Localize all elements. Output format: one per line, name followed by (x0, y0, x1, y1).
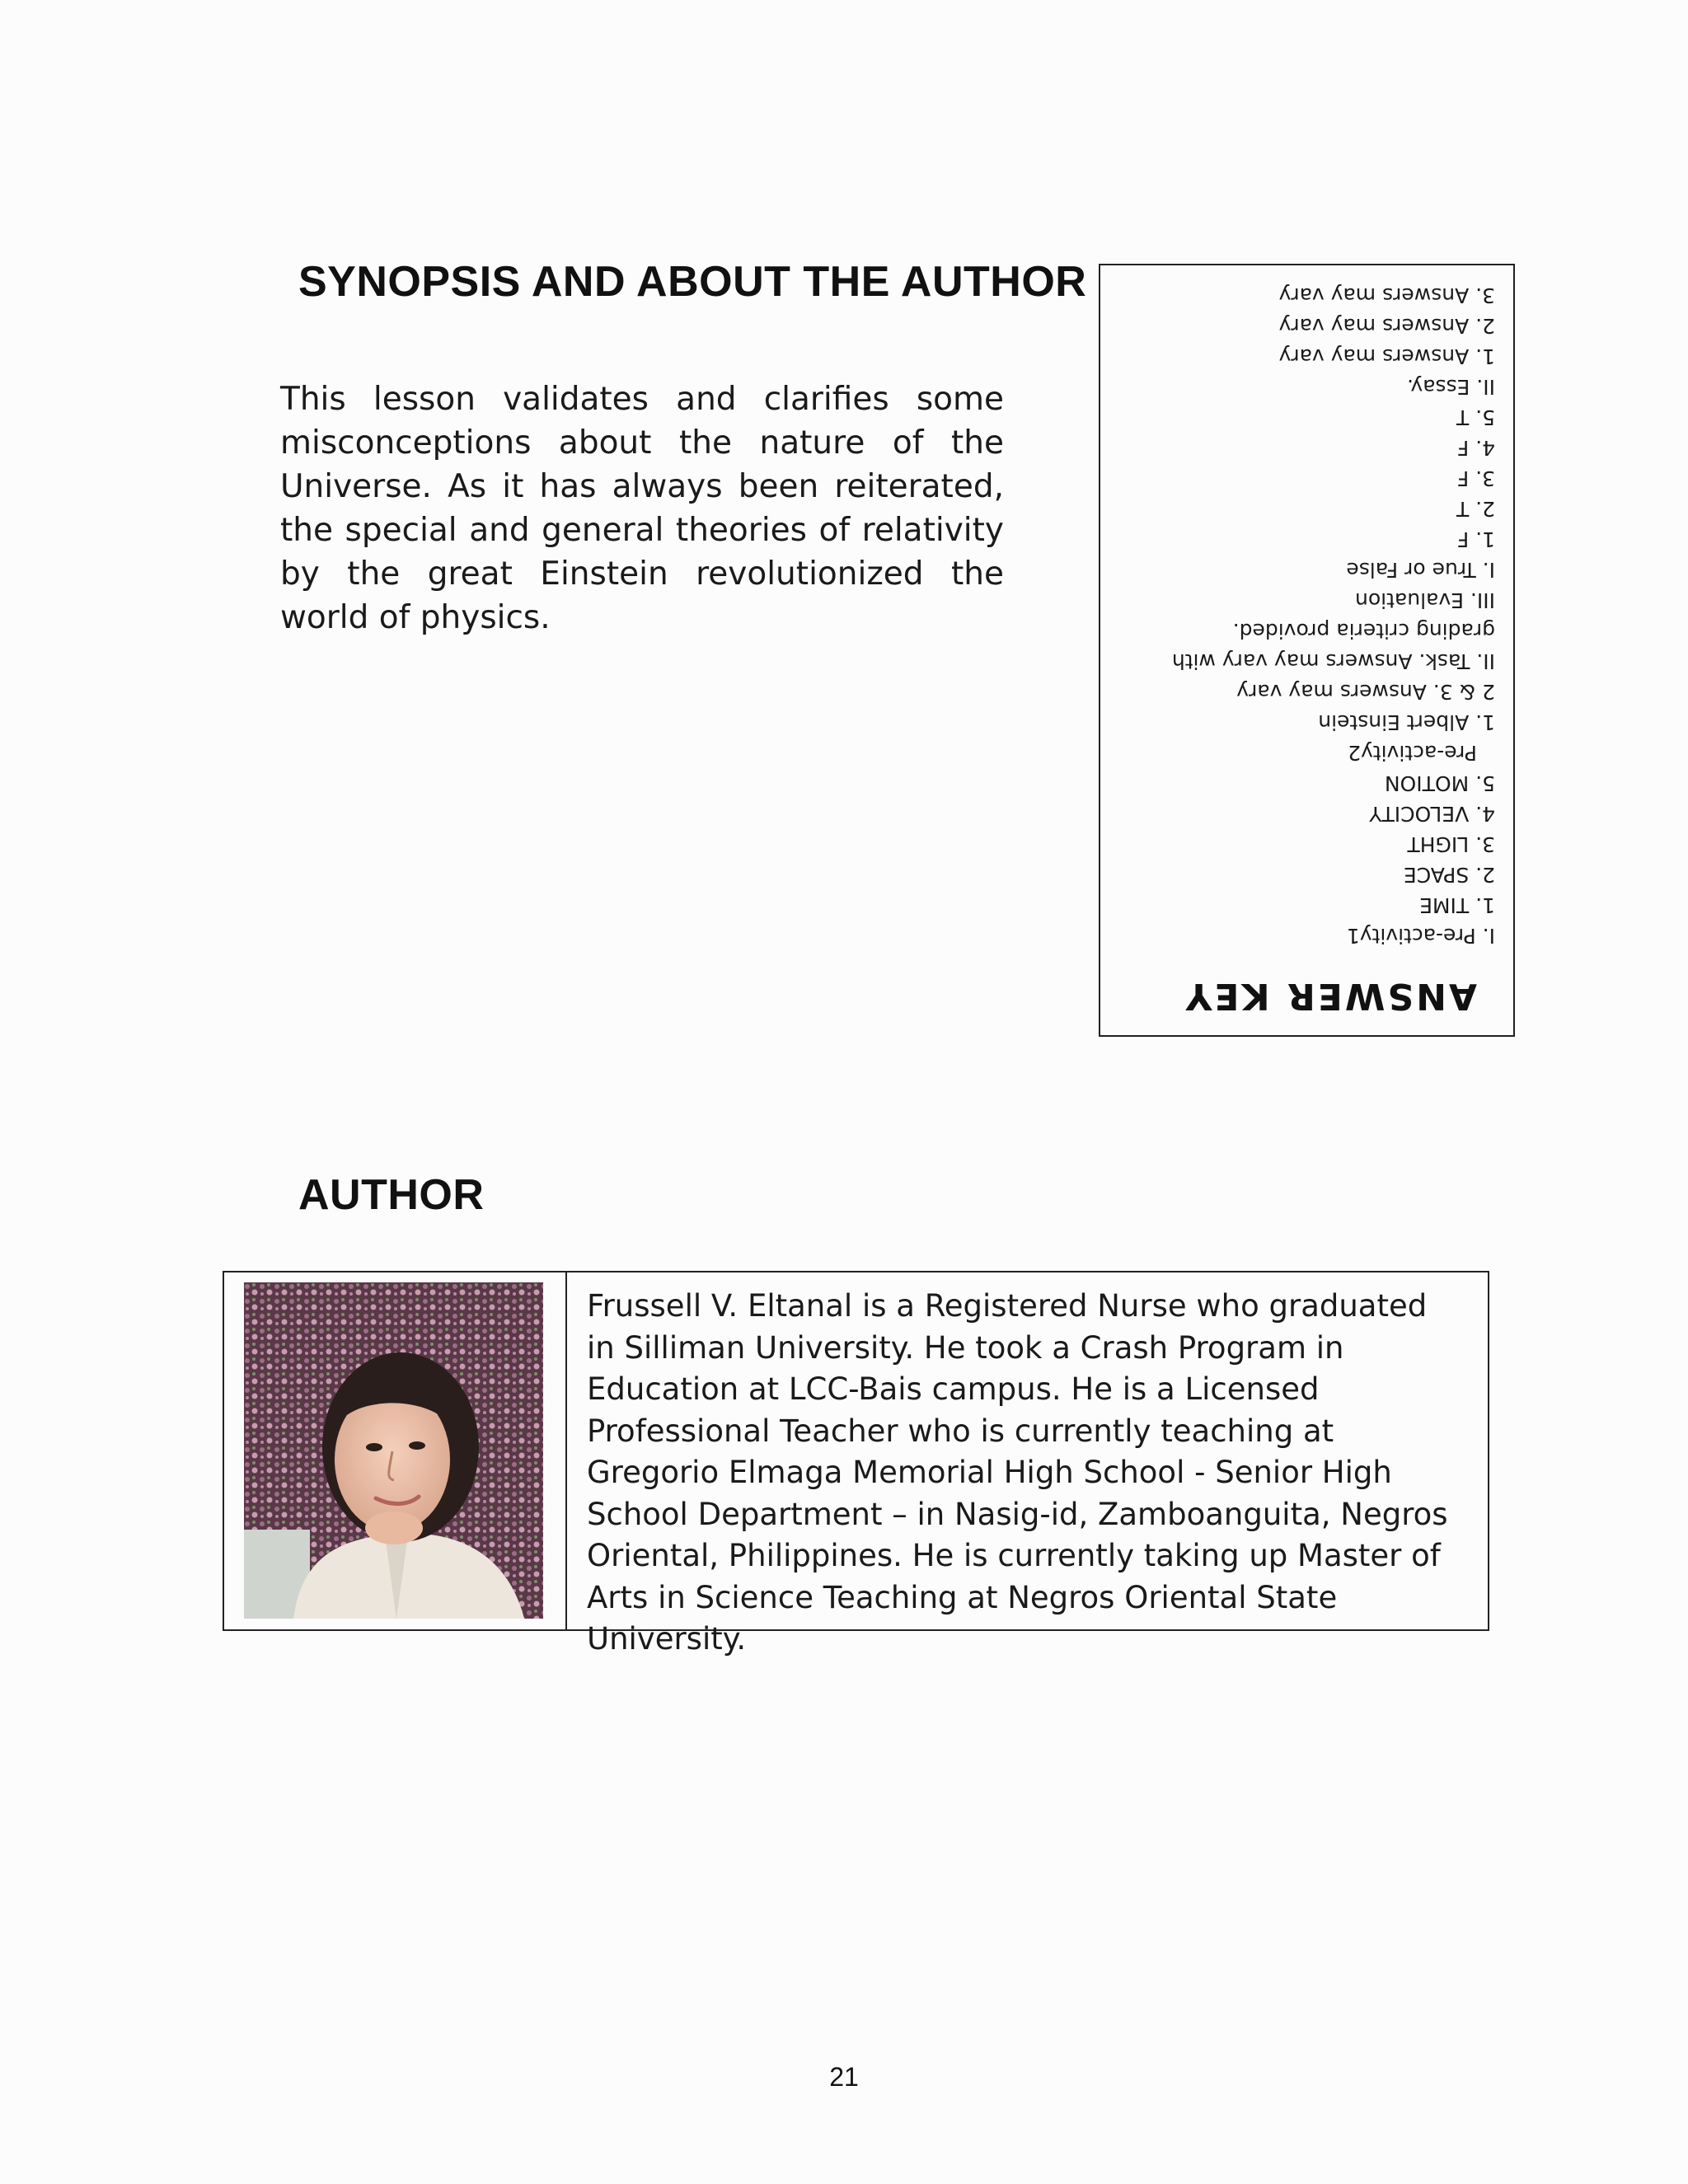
answer-key-item: 5. MOTION (1384, 771, 1495, 795)
author-bio-text: Frussell V. Eltanal is a Registered Nurse who graduated in Silliman University. He took a Crash Program in Education at LCC-Bais campus. He is a Licensed Professional Teacher who is currently teaching at Gregorio Elmaga Memorial High School - Senior High School Department – in Nasig-id, Zamboanguita, Negros Oriental, Philippines. He is currently taking up Master of Arts in Science Teaching at Negros Oriental State University. (587, 1288, 1448, 1657)
answer-key-item: 4. VELOCITY (1369, 802, 1495, 826)
answer-key-item: grading criteria provided. (1232, 619, 1495, 643)
answer-key-item: II. Essay. (1407, 375, 1495, 399)
author-portrait-image (244, 1282, 543, 1619)
table-divider (565, 1272, 567, 1629)
synopsis-paragraph: This lesson validates and clarifies some misconceptions about the nature of the Universe. As it has always been reiterated, the special and general theories of relativity by the great Einstein revolutionized the world of physics. (280, 381, 1004, 636)
answer-key-item: 1. TIME (1419, 893, 1495, 917)
answer-key-box (1099, 264, 1515, 1037)
answer-key-title: ANSWER KEY (1183, 975, 1477, 1017)
answer-key-item: II. Task. Answers may vary with (1171, 649, 1495, 673)
author-heading: AUTHOR (298, 1171, 485, 1219)
answer-key-rotated (1100, 265, 1515, 1037)
answer-key-item: 3. F (1456, 466, 1495, 490)
answer-key-item: I. Pre-activity1 (1346, 924, 1495, 948)
answer-key-item: 1. F (1456, 527, 1495, 551)
author-bio (587, 1286, 1461, 1661)
synopsis-heading: SYNOPSIS AND ABOUT THE AUTHOR (298, 258, 1087, 306)
page-number: 21 (829, 2062, 859, 2092)
answer-key-item: 3. Answers may vary (1278, 284, 1495, 307)
answer-key-item: 1. Albert Einstein (1318, 710, 1495, 734)
answer-key-item: 2 & 3. Answers may vary (1236, 680, 1495, 704)
answer-key-item: 1. Answers may vary (1278, 344, 1495, 368)
answer-key-item: Pre-activity2 (1348, 741, 1477, 765)
answer-key-item: 2. SPACE (1403, 863, 1495, 887)
answer-key-item: I. True or False (1346, 558, 1495, 582)
author-photo (244, 1282, 543, 1619)
answer-key-item: 5. T (1456, 405, 1495, 429)
author-table (223, 1271, 1489, 1657)
answer-key-item: 2. T (1456, 497, 1495, 521)
answer-key-item: 2. Answers may vary (1278, 314, 1495, 338)
answer-key-item: III. Evaluation (1355, 588, 1495, 612)
answer-key-item: 4. F (1456, 436, 1495, 460)
answer-key-item: 3. LIGHT (1407, 832, 1495, 856)
answer-key-list (1132, 280, 1495, 951)
